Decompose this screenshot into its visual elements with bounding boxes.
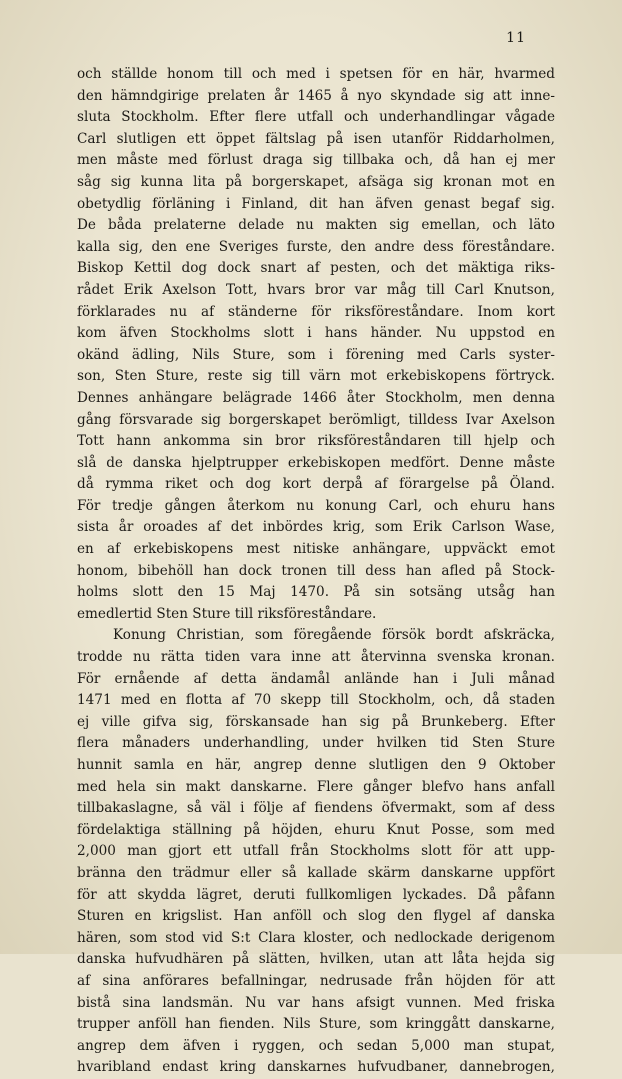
text-line: en af erkebiskopens mest nitiske anhängare, uppväckt emot: [77, 541, 555, 558]
text-line: fördelaktiga ställning på höjden, ehuru Knut Posse, som med: [77, 821, 555, 838]
text-line: rådet Erik Axelson Tott, hvars bror var måg till Carl Knutson,: [77, 281, 555, 298]
text-line: son, Sten Sture, reste sig till värn mot erkebiskopens förtryck.: [77, 368, 555, 385]
text-line: Carl slutligen ett öppet fältslag på isen utanför Riddarholmen,: [77, 130, 555, 147]
text-line: bränna den trädmur eller så kallade skärm danskarne uppfört: [77, 864, 555, 881]
text-line: hären, som stod vid S:t Clara kloster, och nedlockade derigenom: [77, 929, 555, 946]
text-line: med hela sin makt danskarne. Flere gånger blefvo hans anfall: [77, 778, 555, 795]
text-line: obetydlig förläning i Finland, dit han äfven genast begaf sig.: [77, 195, 555, 212]
text-line: holms slott den 15 Maj 1470. På sin sotsäng utsåg han: [77, 584, 555, 601]
text-line: men måste med förlust draga sig tillbaka och, då han ej mer: [77, 152, 555, 169]
text-line: sista år oroades af det inbördes krig, som Erik Carlson Wase,: [77, 519, 555, 536]
text-line: flera månaders underhandling, under hvilken tid Sten Sture: [77, 735, 555, 752]
text-line: För ernående af detta ändamål anlände han i Juli månad: [77, 670, 555, 687]
text-line: Sturen en krigslist. Han anföll och slog den flygel af danska: [77, 908, 555, 925]
text-line: Biskop Kettil dog dock snart af pesten, och det mäktiga riks-: [77, 260, 555, 277]
text-line: förklarades nu af ständerne för riksföreståndare. Inom kort: [77, 303, 555, 320]
text-line: tillbakaslagne, så väl i följe af fiendens öfvermakt, som af dess: [77, 800, 555, 817]
body-text: [77, 64, 555, 1079]
text-line: trodde nu rätta tiden vara inne att återvinna svenska kronan.: [77, 649, 555, 666]
text-line: ej ville gifva sig, förskansade han sig på Brunkeberg. Efter: [77, 713, 555, 730]
text-line: För tredje gången återkom nu konung Carl, och ehuru hans: [77, 497, 555, 514]
text-line: kalla sig, den ene Sveriges furste, den andre dess föreståndare.: [77, 238, 555, 255]
text-line: bistå sina landsmän. Nu var hans afsigt vunnen. Med friska: [77, 994, 555, 1011]
text-line: honom, bibehöll han dock tronen till dess han afled på Stock-: [77, 562, 555, 579]
text-line: kom äfven Stockholms slott i hans händer. Nu uppstod en: [77, 325, 555, 342]
text-line: 1471 med en flotta af 70 skepp till Stockholm, och, då staden: [77, 692, 555, 709]
text-line: såg sig kunna lita på borgerskapet, afsäga sig kronan mot en: [77, 173, 555, 190]
text-line: 2,000 man gjort ett utfall från Stockholms slott för att upp-: [77, 843, 555, 860]
text-line: danska hufvudhären på slätten, hvilken, utan att låta hejda sig: [77, 951, 555, 968]
text-line: De båda prelaterne delade nu makten sig emellan, och läto: [77, 217, 555, 234]
page-number: 11: [506, 30, 526, 46]
text-line: sluta Stockholm. Efter flere utfall och underhandlingar vågade: [77, 109, 555, 126]
text-line: hvaribland endast kring danskarnes hufvudbaner, dannebrogen,: [77, 1059, 555, 1076]
text-line: den hämndgirige prelaten år 1465 å nyo skyndade sig att inne-: [77, 87, 555, 104]
text-line: och ställde honom till och med i spetsen för en här, hvarmed: [77, 66, 555, 82]
text-line: hunnit samla en här, angrep denne slutligen den 9 Oktober: [77, 757, 555, 773]
text-line: Tott hann ankomma sin bror riksföreståndaren till hjelp och: [77, 433, 555, 450]
text-line: Dennes anhängare belägrade 1466 åter Stockholm, men denna: [77, 389, 555, 406]
text-line: af sina anförares befallningar, nedrusade från höjden för att: [77, 972, 555, 989]
text-line: då rymma riket och dog kort derpå af förargelse på Öland.: [77, 476, 555, 493]
text-line: okänd ädling, Nils Sture, som i förening med Carls syster-: [77, 346, 555, 363]
text-line: angrep dem äfven i ryggen, och sedan 5,000 man stupat,: [77, 1037, 555, 1054]
text-line: gång försvarade sig borgerskapet berömligt, tilldess Ivar Axelson: [77, 411, 555, 428]
text-line: Konung Christian, som föregående försök bordt afskräcka,: [113, 627, 555, 644]
text-line: slå de danska hjelptrupper erkebiskopen medfört. Denne måste: [77, 454, 555, 471]
text-line: trupper anföll han fienden. Nils Sture, som kringgått danskarne,: [77, 1016, 555, 1033]
text-line: emedlertid Sten Sture till riksföreståndare.: [77, 605, 377, 622]
text-line: för att skydda lägret, deruti fullkomligen lyckades. Då påfann: [77, 886, 555, 903]
